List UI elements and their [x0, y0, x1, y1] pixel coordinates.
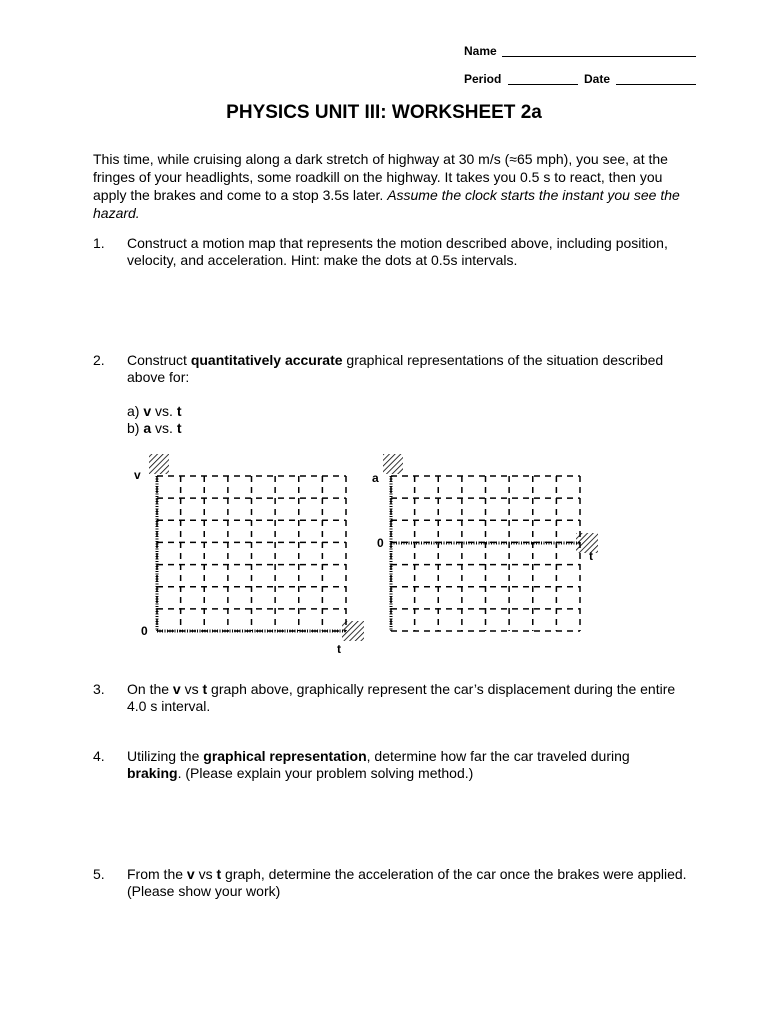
- v-axis-label: v: [134, 468, 141, 482]
- a-graph-x-arrowhead: [576, 533, 598, 553]
- q4-text: [127, 748, 687, 782]
- q2a-var2: t: [176, 403, 182, 419]
- a-vs-t-graph[interactable]: [383, 454, 598, 631]
- v-graph-t-label: t: [337, 642, 341, 656]
- intro-text: This time, while cruising along a dark stretch of highway at 30 m/s (≈65 mph), you see, at the fringes of your headlights, some roadkill on the highway. It takes you 0.5 s to react, then you apply the brakes and come to a stop 3.5s later.: [93, 151, 668, 203]
- v-graph-x-arrowhead: [342, 621, 364, 641]
- v-vs-t-graph[interactable]: [149, 454, 364, 641]
- q5-mid: vs: [194, 866, 217, 882]
- q2a-vs: vs.: [151, 403, 177, 419]
- period-label: Period: [464, 72, 502, 86]
- q4-number: 4.: [93, 748, 105, 764]
- a-graph-y-arrowhead: [383, 454, 403, 474]
- intro-italic: Assume the clock starts the instant you see the hazard.: [93, 187, 680, 221]
- q2-post: graphical representations of the situation described above for:: [127, 352, 664, 385]
- page-title: PHYSICS UNIT III: WORKSHEET 2a: [226, 102, 542, 123]
- v-graph-origin-label: 0: [141, 624, 148, 638]
- v-graph-y-arrowhead: [149, 454, 169, 474]
- q3-var1: v: [172, 681, 181, 697]
- q2-pre: Construct: [127, 352, 191, 368]
- q4-post: . (Please explain your problem solving method.): [177, 765, 474, 781]
- q5-number: 5.: [93, 866, 105, 882]
- q2b-prefix: b): [127, 420, 144, 436]
- q4-mid: , determine how far the car traveled during: [366, 748, 630, 764]
- date-label: Date: [584, 72, 611, 86]
- q5-pre: From the: [127, 866, 187, 882]
- a-axis-label: a: [372, 471, 379, 485]
- q5-text: [127, 866, 687, 900]
- q4-bold1: graphical representation: [203, 748, 367, 764]
- q2a-var1: v: [143, 403, 152, 419]
- q3-var2: t: [202, 681, 208, 697]
- q3-pre: On the: [127, 681, 173, 697]
- q4-pre: Utilizing the: [127, 748, 204, 764]
- q4-bold2: braking: [127, 765, 178, 781]
- q3-post: graph above, graphically represent the car’s displacement during the entire 4.0 s interval.: [127, 681, 676, 714]
- q2b-vs: vs.: [151, 420, 177, 436]
- q3-number: 3.: [93, 681, 105, 697]
- q3-mid: vs: [180, 681, 203, 697]
- a-graph-t-label: t: [589, 549, 593, 563]
- q2-number: 2.: [93, 352, 105, 368]
- a-graph-origin-label: 0: [377, 536, 384, 550]
- q2b-var2: t: [176, 420, 182, 436]
- q2b-var1: a: [143, 420, 152, 436]
- q2a-prefix: a): [127, 403, 144, 419]
- q1-text: Construct a motion map that represents the motion described above, including position, velocity, and acceleration. Hint: make the dots at 0.5s intervals.: [127, 235, 668, 268]
- q5-var1: v: [186, 866, 195, 882]
- q5-var2: t: [216, 866, 222, 882]
- name-label: Name: [464, 44, 497, 58]
- q1-number: 1.: [93, 235, 105, 251]
- q3-text: [127, 681, 687, 715]
- q5-post: graph, determine the acceleration of the car once the brakes were applied. (Please show your work): [127, 866, 687, 899]
- q2-bold: quantitatively accurate: [190, 352, 343, 368]
